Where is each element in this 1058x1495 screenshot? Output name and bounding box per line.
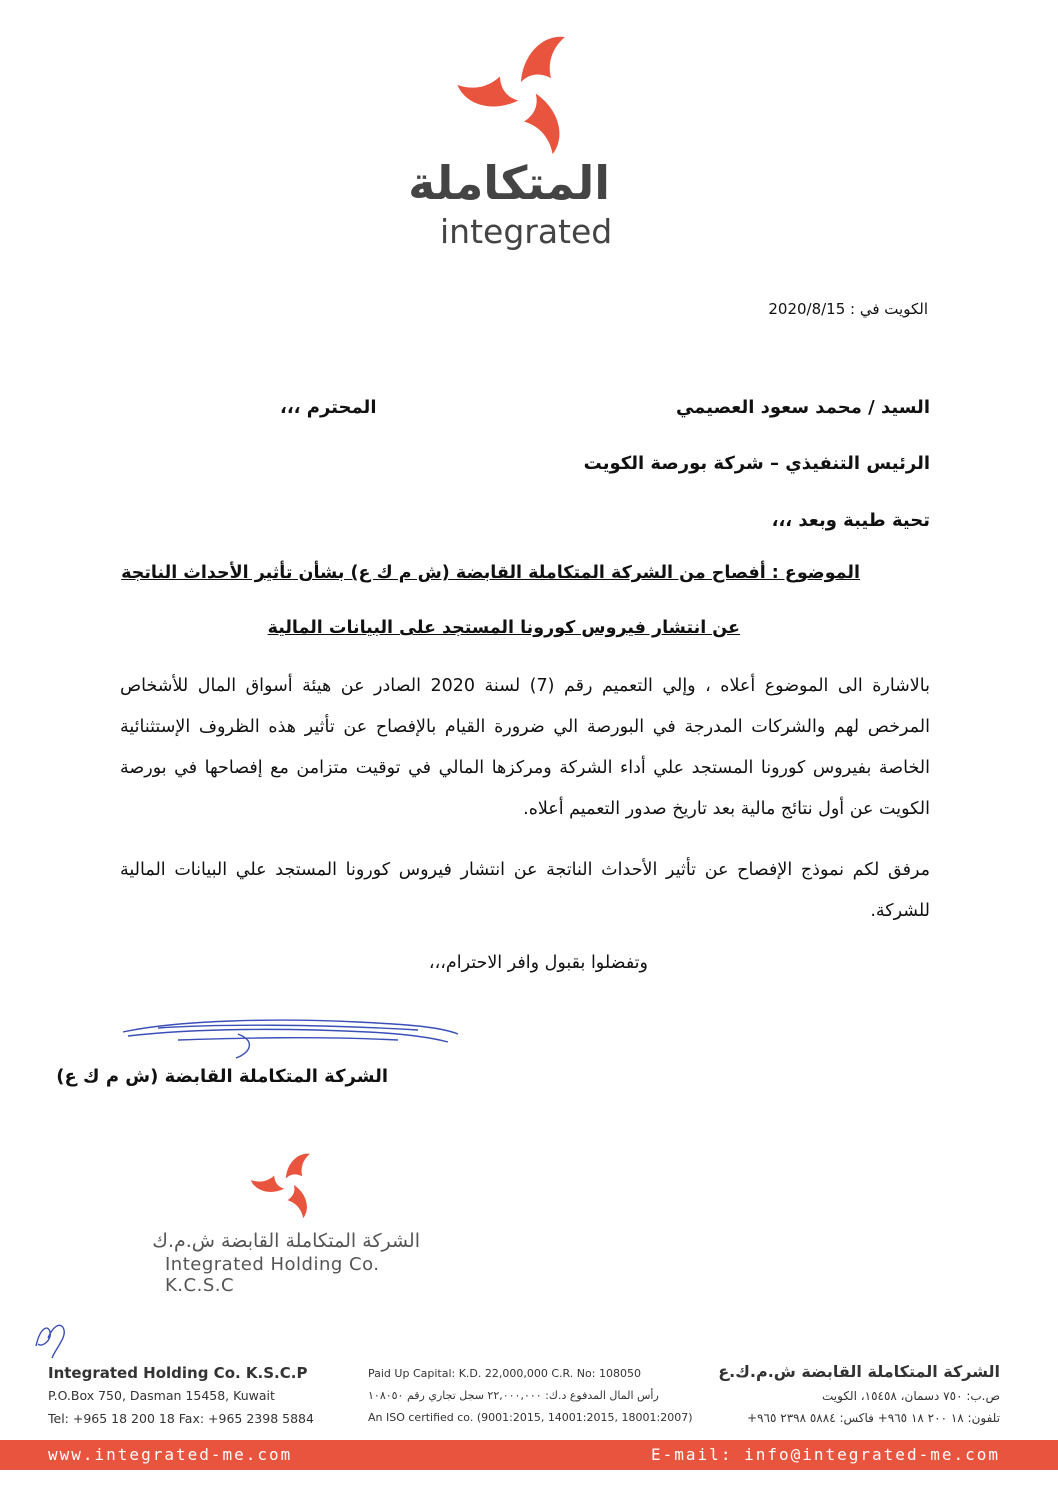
company-stamp xyxy=(150,1148,420,1296)
footer-company-ar: الشركة المتكاملة القابضة ش.م.ك.ع xyxy=(718,1362,1000,1381)
handwritten-signature xyxy=(118,1012,468,1062)
greeting: تحية طيبة وبعد ،،، xyxy=(771,510,930,531)
addressee-name: السيد / محمد سعود العصيمي xyxy=(675,397,930,418)
footer-bar xyxy=(0,1440,1058,1470)
addressee-title: الرئيس التنفيذي – شركة بورصة الكويت xyxy=(583,453,930,474)
addressee-respect: المحترم ،،، xyxy=(280,397,377,418)
footer-iso: An ISO certified co. (9001:2015, 14001:2015, 18001:2007) xyxy=(368,1411,693,1424)
integrated-triskelion-icon xyxy=(440,30,610,155)
initials-mark xyxy=(28,1318,72,1362)
footer-phone-en: Tel: +965 18 200 18 Fax: +965 2398 5884 xyxy=(48,1411,314,1426)
addressee-block xyxy=(130,397,930,418)
letter-date: الكويت في : 2020/8/15 xyxy=(768,300,928,318)
footer-company-en: Integrated Holding Co. K.S.C.P xyxy=(48,1364,308,1382)
footer-address-ar: ص.ب: ٧٥٠ دسمان، ١٥٤٥٨، الكويت xyxy=(821,1389,1000,1403)
logo-english-text: integrated xyxy=(440,212,613,251)
footer-email-link[interactable]: E-mail: info@integrated-me.com xyxy=(651,1445,1000,1464)
stamp-arabic-text: الشركة المتكاملة القابضة ش.م.ك xyxy=(152,1230,420,1252)
logo-arabic-text: المتكاملة xyxy=(408,156,610,210)
stamp-english-text: Integrated Holding Co. K.C.S.C xyxy=(165,1254,380,1296)
closing: وتفضلوا بقبول وافر الاحترام،،، xyxy=(428,953,648,973)
footer-address-en: P.O.Box 750, Dasman 15458, Kuwait xyxy=(48,1388,275,1403)
footer-phone-ar: تلفون: ١٨ ٢٠٠ ١٨ ٩٦٥+ فاكس: ٥٨٨٤ ٢٣٩٨ ٩٦٥+ xyxy=(747,1411,1000,1425)
integrated-triskelion-icon xyxy=(248,1148,328,1218)
footer-capital-ar: رأس المال المدفوع د.ك: ٢٢,٠٠٠,٠٠٠ سجل تجاري رقم ١٠٨٠٥٠ xyxy=(368,1389,659,1402)
footer-website-link[interactable]: www.integrated-me.com xyxy=(48,1445,293,1464)
body-paragraph-1: بالاشارة الى الموضوع أعلاه ، وإلي التعميم رقم (7) لسنة 2020 الصادر عن هيئة أسواق المال للأشخاص المرخص لهم والشركات المدرجة في البورصة الي ضرورة القيام بالإفصاح عن تأثير هذه الظروف الإستثنائية الخاصة بفيروس كورونا المستجد علي أداء الشركة ومركزها المالي في توقيت متزامن مع إفصاحها في بورصة الكويت عن أول نتائج مالية بعد تاريخ صدور التعميم أعلاه. xyxy=(120,676,930,819)
company-logo xyxy=(408,30,613,251)
footer-capital-en: Paid Up Capital: K.D. 22,000,000 C.R. No: 108050 xyxy=(368,1367,641,1380)
subject-line-1: الموضوع : أفصاح من الشركة المتكاملة القابضة (ش م ك ع) بشأن تأثير الأحداث الناتجة xyxy=(121,563,860,583)
signatory: الشركة المتكاملة القابضة (ش م ك ع) xyxy=(56,1066,388,1087)
body-paragraph-2: مرفق لكم نموذج الإفصاح عن تأثير الأحداث الناتجة عن انتشار فيروس كورونا المستجد علي البيانات المالية للشركة. xyxy=(120,860,930,921)
subject-line-2: عن انتشار فيروس كورونا المستجد على البيانات المالية xyxy=(267,618,740,638)
